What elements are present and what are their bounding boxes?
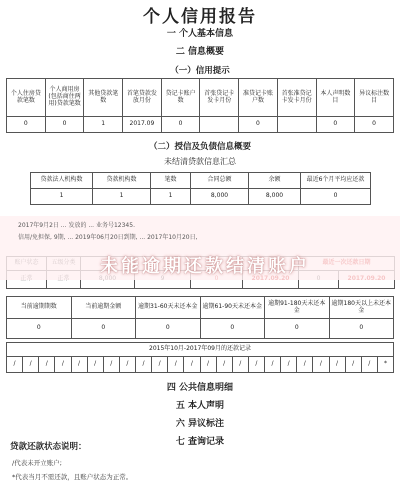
repayment-history-caption: 2015年10月-2017年09月的还款记录 xyxy=(7,343,394,357)
section-summary: 二 信息概要 xyxy=(175,47,225,57)
legend-line: *代表当月不需还款，且账户状态为正常。 xyxy=(12,473,133,481)
table-cell: 0 xyxy=(7,117,46,133)
report-title: 个人信用报告 xyxy=(143,7,257,27)
table-header-cell: 逾期31-60天未还本金 xyxy=(136,297,201,319)
history-cell: / xyxy=(152,357,168,373)
table-cell xyxy=(277,117,316,133)
history-cell: / xyxy=(248,357,264,373)
subsection-credit-debt: （二）授信及负债信息概要 xyxy=(148,142,251,152)
table-cell: 0 xyxy=(329,319,394,339)
table-header-cell: 当前逾期期数 xyxy=(7,297,72,319)
legend-title: 贷款还款状态说明： xyxy=(10,442,87,452)
history-cell: / xyxy=(281,357,297,373)
table-header-cell: 贷款机构数 xyxy=(93,173,151,189)
history-cell: / xyxy=(119,357,135,373)
section-public-info: 四 公共信息明细 xyxy=(166,383,234,393)
table-cell: 0 xyxy=(265,319,330,339)
history-cell: / xyxy=(7,357,23,373)
table-header-cell: 合同总额 xyxy=(191,173,249,189)
history-cell: / xyxy=(297,357,313,373)
table-header-cell: 逾期91-180天未还本金 xyxy=(265,297,330,319)
history-cell: * xyxy=(377,357,393,373)
table-cell: 8,000 xyxy=(191,189,249,205)
table-header-cell: 贷记卡账户数 xyxy=(161,79,200,117)
table-cell: 0 xyxy=(355,117,394,133)
table-cell: 0 xyxy=(7,319,72,339)
table-header-cell: 首张准贷记卡发卡月份 xyxy=(277,79,316,117)
table-header-cell: 个人住房贷款笔数 xyxy=(7,79,46,117)
loan-summary-table xyxy=(30,172,371,205)
history-cell: / xyxy=(103,357,119,373)
history-cell: / xyxy=(71,357,87,373)
table-header-cell: 余额 xyxy=(249,173,301,189)
history-cell: / xyxy=(23,357,39,373)
credit-tips-table xyxy=(6,78,394,133)
table-header-cell: 准贷记卡账户数 xyxy=(239,79,278,117)
table-cell: 0 xyxy=(239,117,278,133)
table-header-cell: 异议标注数目 xyxy=(355,79,394,117)
history-cell: / xyxy=(200,357,216,373)
table-cell: 0 xyxy=(316,117,355,133)
section-basic-info: 一 个人基本信息 xyxy=(166,29,234,39)
history-cell: / xyxy=(39,357,55,373)
table-header-cell: 个人商用房(包括商住两用)贷款笔数 xyxy=(45,79,84,117)
table-header-cell: 首张贷记卡发卡月份 xyxy=(200,79,239,117)
history-cell: / xyxy=(136,357,152,373)
table-header-cell: 贷款法人机构数 xyxy=(31,173,93,189)
section-dispute-notes: 六 异议标注 xyxy=(175,419,225,429)
table-cell: 1 xyxy=(93,189,151,205)
table-cell: 0 xyxy=(136,319,201,339)
history-cell: / xyxy=(313,357,329,373)
table-header-cell: 最近6个月平均应还款 xyxy=(301,173,371,189)
table-cell: 0 xyxy=(45,117,84,133)
history-cell: / xyxy=(329,357,345,373)
table-cell: 1 xyxy=(31,189,93,205)
history-cell: / xyxy=(265,357,281,373)
history-cell: / xyxy=(87,357,103,373)
history-cell: / xyxy=(232,357,248,373)
section-query-records: 七 查询记录 xyxy=(175,437,225,447)
loan-summary-caption: 未结清贷款信息汇总 xyxy=(164,157,236,166)
history-cell: / xyxy=(55,357,71,373)
table-header-cell: 本人声明数目 xyxy=(316,79,355,117)
subsection-credit-tips: （一）信用提示 xyxy=(170,66,230,76)
history-cell: / xyxy=(345,357,361,373)
history-cell: / xyxy=(216,357,232,373)
loan-description-line-1: 2017年9月2日 ... 发放的 ... 业务号12345. xyxy=(18,222,135,229)
table-cell: 0 xyxy=(200,319,265,339)
table-cell: 1 xyxy=(151,189,191,205)
history-cell: / xyxy=(168,357,184,373)
table-cell: 8,000 xyxy=(249,189,301,205)
table-header-cell: 首笔贷款发放月份 xyxy=(123,79,162,117)
watermark-text: 未能逾期还款结清账户 xyxy=(100,256,310,277)
table-cell: 0 xyxy=(71,319,136,339)
table-cell: 0 xyxy=(161,117,200,133)
table-header-cell: 笔数 xyxy=(151,173,191,189)
table-cell: 1 xyxy=(84,117,123,133)
history-cell: / xyxy=(184,357,200,373)
history-cell: / xyxy=(361,357,377,373)
loan-description-line-2: 信用/免担保, 9期, ... 2019年06月20日到期, ... 2017年10月20日, xyxy=(18,234,198,241)
overdue-table xyxy=(6,296,394,339)
section-personal-statement: 五 本人声明 xyxy=(175,401,225,411)
table-cell: 0 xyxy=(301,189,371,205)
repayment-history-table xyxy=(6,342,394,373)
table-header-cell: 其他贷款笔数 xyxy=(84,79,123,117)
table-header-cell: 逾期180天以上未还本金 xyxy=(329,297,394,319)
legend-line: /代表未开立账户; xyxy=(12,459,62,467)
table-cell: 2017.09 xyxy=(123,117,162,133)
table-header-cell: 逾期61-90天未还本金 xyxy=(200,297,265,319)
table-header-cell: 当前逾期金额 xyxy=(71,297,136,319)
table-cell xyxy=(200,117,239,133)
